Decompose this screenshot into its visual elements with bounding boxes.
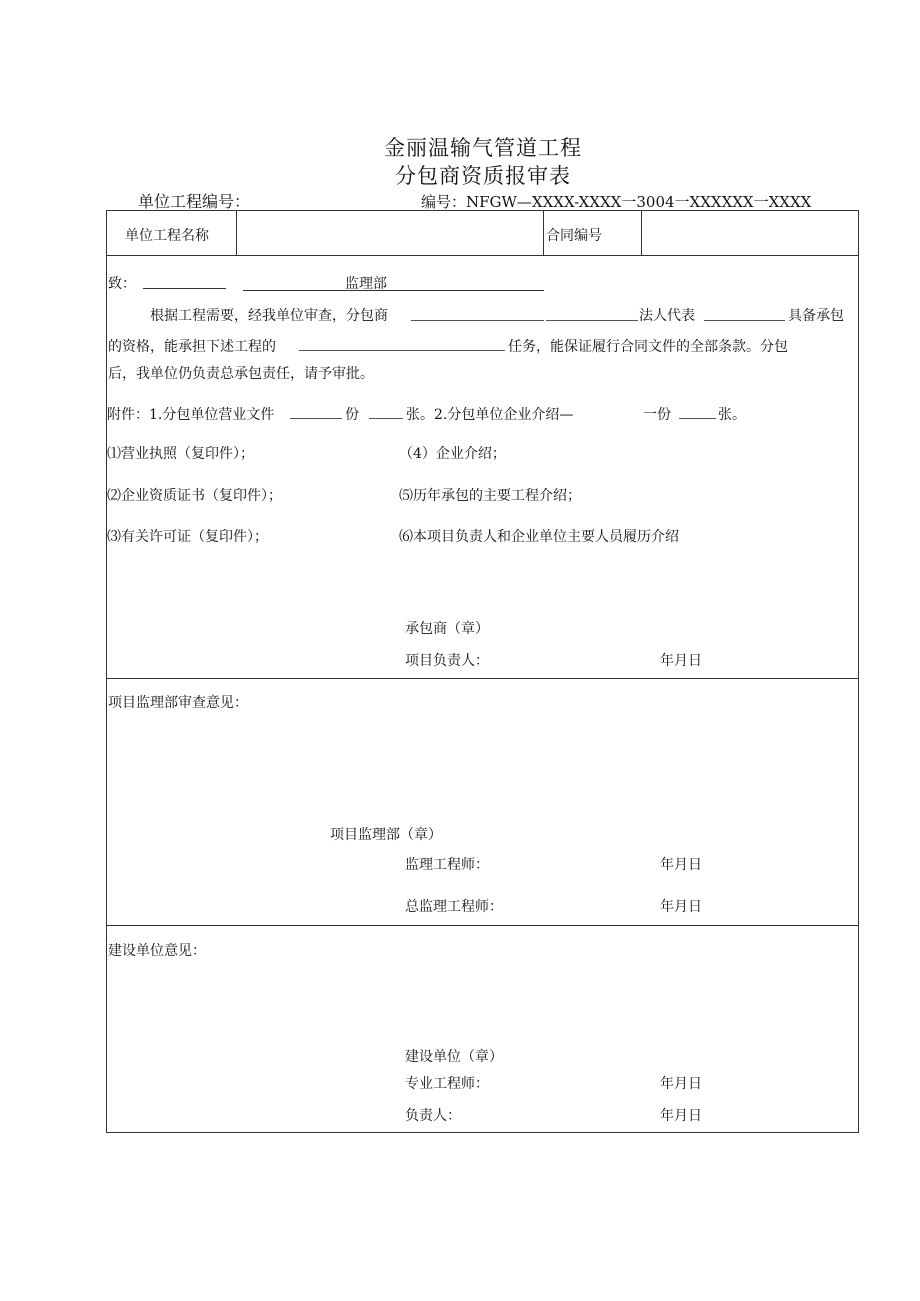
- date-label: 年月日: [660, 857, 702, 873]
- blank-underline: [411, 320, 544, 321]
- row-divider: [106, 678, 859, 679]
- blank-underline: [369, 418, 403, 419]
- blank-underline: [546, 320, 638, 321]
- unit-code-label: 单位工程编号：: [138, 192, 251, 211]
- project-manager-label: 项目负责人：: [405, 653, 489, 669]
- paragraph-line-2b: 任务，能保证履行合同文件的全部条款。分包: [508, 339, 788, 355]
- col-divider: [641, 210, 642, 255]
- attachment-text-e: 张。: [718, 407, 746, 423]
- title-line-1: 金丽温输气管道工程: [384, 136, 582, 160]
- date-label: 年月日: [660, 653, 702, 669]
- blank-underline: [290, 418, 342, 419]
- attachment-item-3: ⑶有关许可证（复印件）；: [107, 529, 268, 545]
- row-divider: [106, 255, 859, 256]
- attachment-text-a: 附件：1.分包单位营业文件: [107, 407, 275, 423]
- blank-underline: [299, 350, 505, 351]
- chief-engineer-label: 总监理工程师：: [405, 899, 503, 915]
- document-number: 编号：NFGW—XXXX-XXXX一3004一XXXXXX一XXXX: [421, 193, 812, 211]
- unit-name-label: 单位工程名称: [125, 228, 209, 244]
- supervision-dept-seal-label: 项目监理部（章）: [330, 827, 442, 843]
- col-divider: [236, 210, 237, 255]
- blank-underline: [704, 320, 785, 321]
- attachment-item-6: ⑹本项目负责人和企业单位主要人员履历介绍: [399, 529, 679, 545]
- paragraph-line-3: 后，我单位仍负责总承包责任，请予审批。: [108, 366, 374, 382]
- paragraph-line-1a: 根据工程需要，经我单位审查，分包商: [150, 308, 388, 324]
- title-line-2: 分包商资质报审表: [395, 164, 571, 188]
- contractor-seal-label: 承包商（章）: [405, 621, 489, 637]
- col-divider: [543, 210, 544, 255]
- legal-rep-label: 法人代表: [639, 308, 695, 324]
- date-label: 年月日: [660, 1076, 702, 1092]
- attachment-item-5: ⑸历年承包的主要工程介绍；: [399, 488, 581, 504]
- paragraph-line-1b: 具备承包: [788, 308, 844, 324]
- blank-underline: [143, 288, 226, 289]
- blank-underline: [243, 290, 544, 291]
- attachment-item-1: ⑴营业执照（复印件）；: [107, 446, 254, 462]
- attachment-item-4: （4）企业介绍；: [399, 446, 506, 462]
- attachment-text-b: 份: [345, 407, 359, 423]
- responsible-person-label: 负责人：: [405, 1108, 461, 1124]
- supervision-opinion-heading: 项目监理部审查意见：: [108, 695, 248, 711]
- date-label: 年月日: [660, 899, 702, 915]
- supervision-dept-label: 监理部: [345, 276, 387, 292]
- attachment-text-c: 张。2.分包单位企业介绍—: [406, 407, 574, 423]
- supervision-engineer-label: 监理工程师：: [405, 857, 489, 873]
- contract-number-label: 合同编号: [546, 228, 602, 244]
- date-label: 年月日: [660, 1108, 702, 1124]
- row-divider: [106, 925, 859, 926]
- to-label: 致：: [108, 276, 136, 292]
- specialist-engineer-label: 专业工程师：: [405, 1076, 489, 1092]
- owner-seal-label: 建设单位（章）: [405, 1049, 503, 1065]
- owner-opinion-heading: 建设单位意见：: [108, 943, 206, 959]
- paragraph-line-2a: 的资格，能承担下述工程的: [108, 339, 276, 355]
- attachment-item-2: ⑵企业资质证书（复印件）；: [107, 488, 282, 504]
- blank-underline: [679, 418, 716, 419]
- attachment-text-d: 一份: [643, 407, 671, 423]
